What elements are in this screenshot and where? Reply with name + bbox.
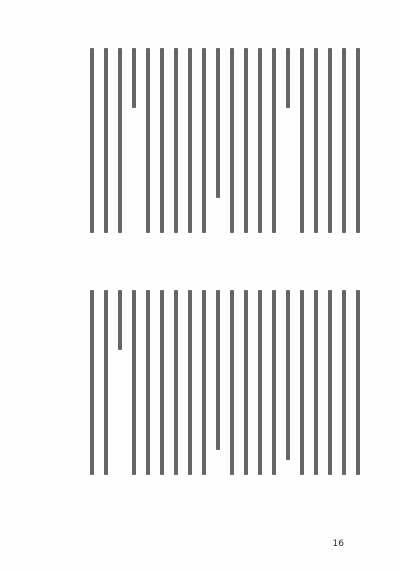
text-column — [314, 290, 318, 475]
text-column — [90, 290, 94, 475]
page-number: 16 — [332, 539, 344, 549]
text-column — [286, 290, 290, 460]
text-column — [216, 48, 220, 198]
text-column — [230, 290, 234, 475]
text-column — [244, 290, 248, 475]
text-column — [104, 290, 108, 475]
text-column — [202, 48, 206, 233]
text-column — [258, 48, 262, 233]
text-column — [188, 48, 192, 233]
text-column — [132, 290, 136, 475]
text-column — [230, 48, 234, 233]
text-column — [244, 48, 248, 233]
text-column — [328, 48, 332, 233]
text-column — [160, 48, 164, 233]
text-column — [174, 290, 178, 475]
text-column — [188, 290, 192, 475]
text-column — [118, 290, 122, 350]
text-column — [342, 48, 346, 233]
text-column — [104, 48, 108, 233]
text-column — [146, 48, 150, 233]
text-column — [286, 48, 290, 108]
text-column — [160, 290, 164, 475]
text-column — [272, 290, 276, 475]
text-column — [90, 48, 94, 233]
text-column — [146, 290, 150, 475]
text-column — [314, 48, 318, 233]
text-column — [328, 290, 332, 475]
text-column — [300, 290, 304, 475]
text-column — [174, 48, 178, 233]
text-column — [118, 48, 122, 233]
text-column — [272, 48, 276, 233]
text-column — [356, 290, 360, 475]
text-column — [202, 290, 206, 475]
text-column — [300, 48, 304, 233]
text-column — [132, 48, 136, 108]
text-column — [356, 48, 360, 233]
text-column — [216, 290, 220, 450]
text-column — [342, 290, 346, 475]
text-column — [258, 290, 262, 475]
